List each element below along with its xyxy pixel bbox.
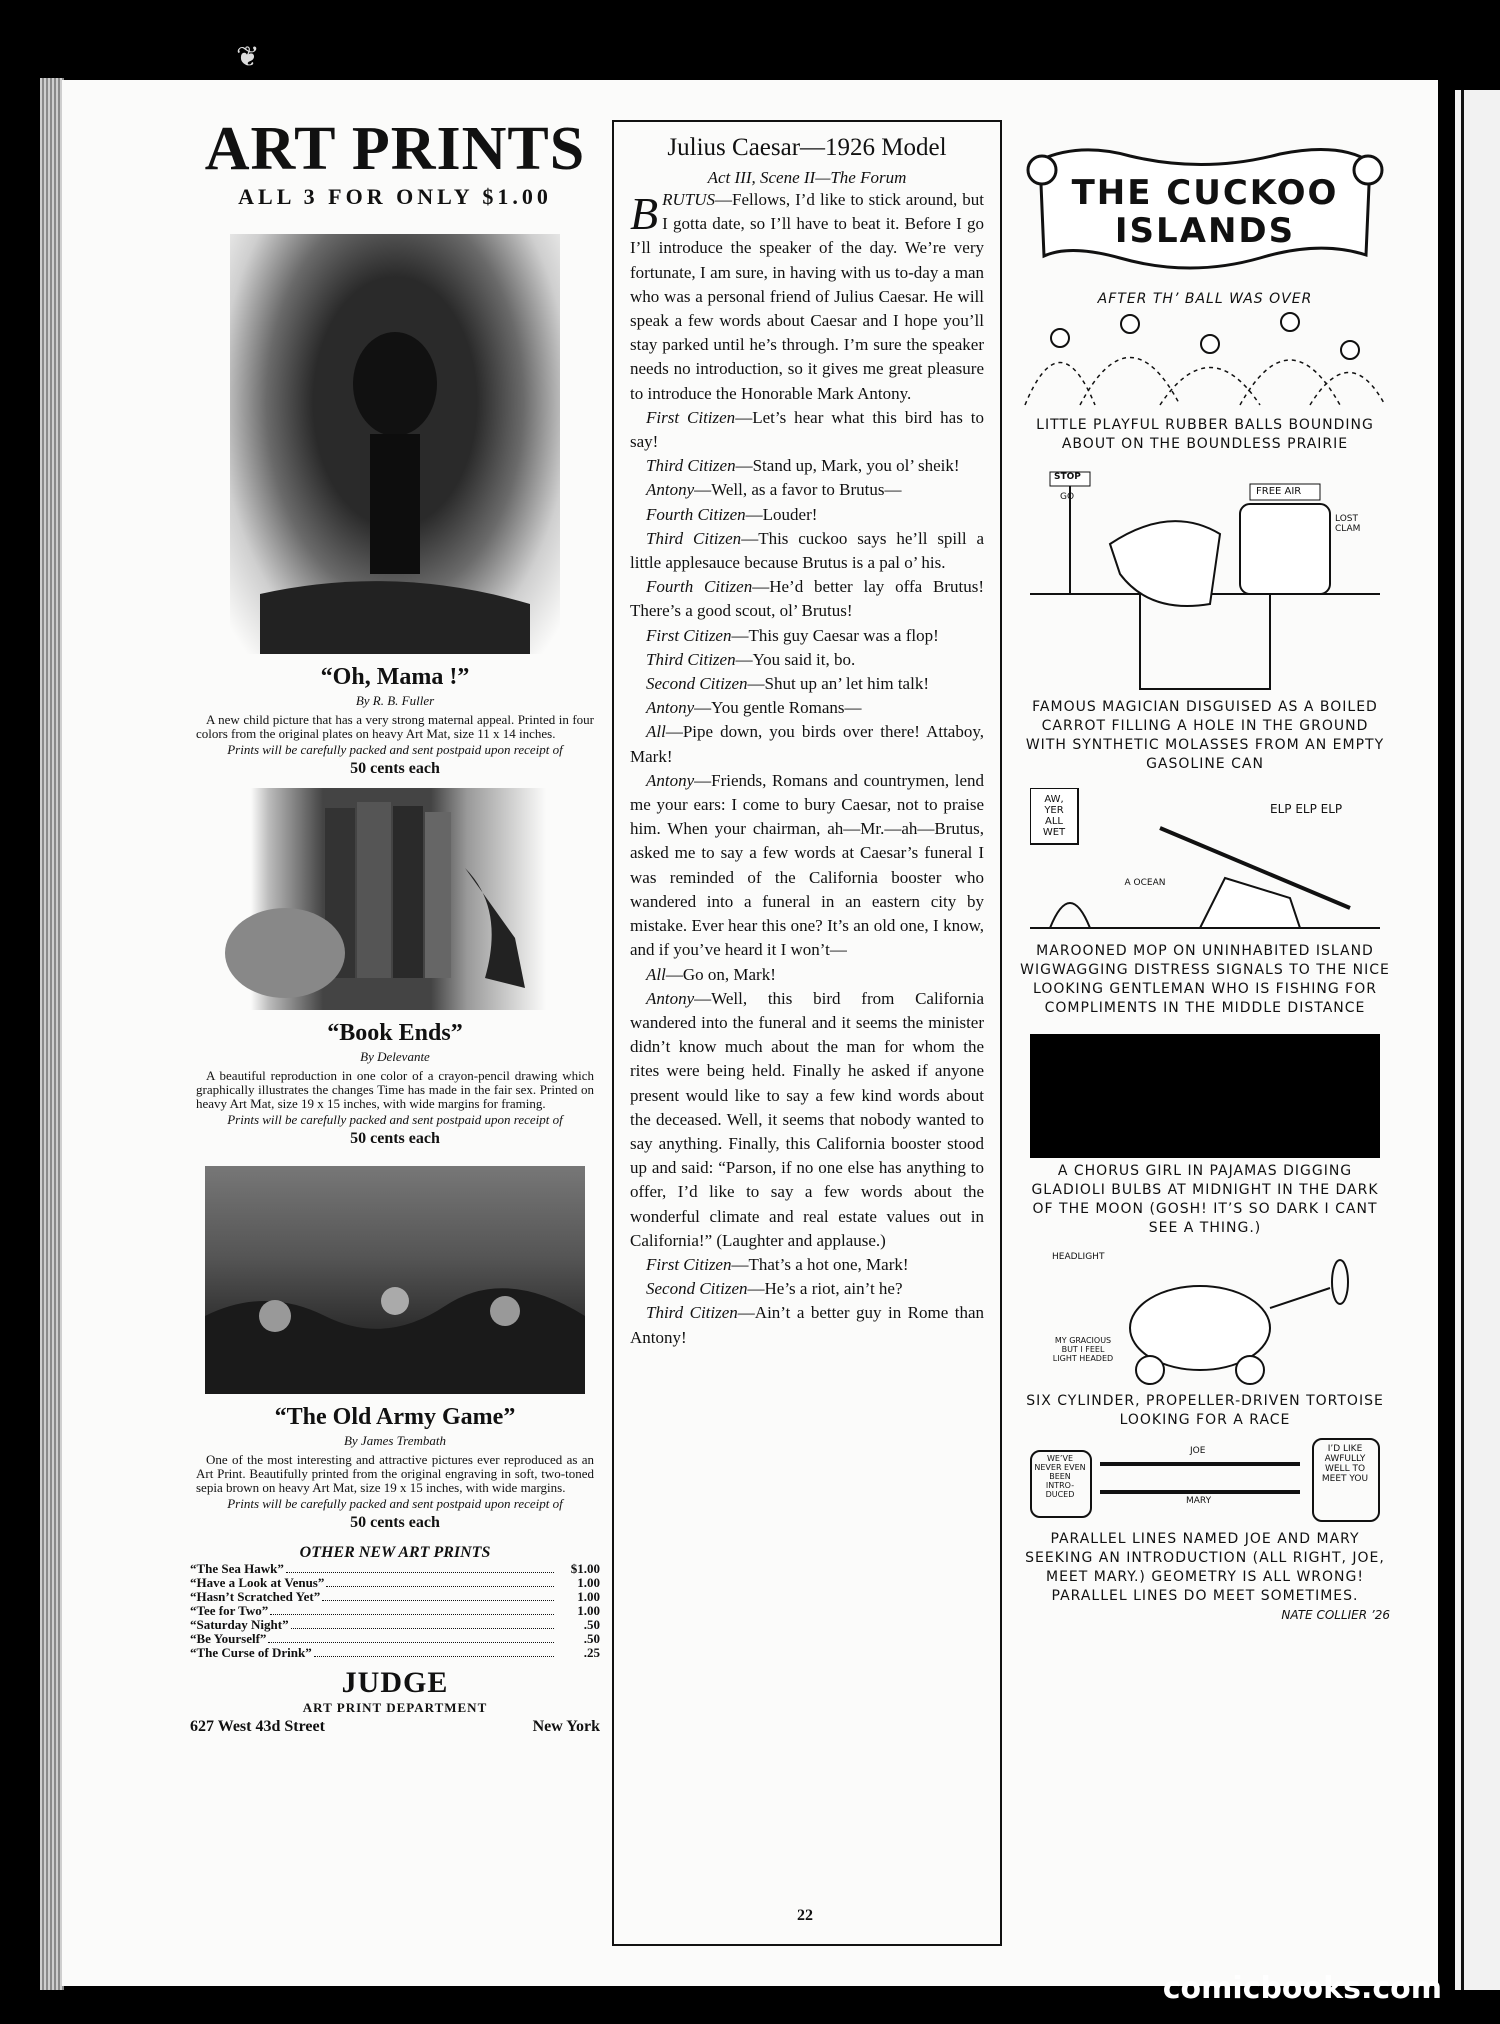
print-artist: By Delevante (360, 1049, 430, 1064)
price-item: “The Curse of Drink” (190, 1645, 312, 1660)
speaker-name: All (646, 964, 666, 984)
dialogue-line (630, 1253, 984, 1277)
price-value: 1.00 (577, 1575, 600, 1590)
price-row (190, 1632, 600, 1646)
print-price: 50 cents each (350, 760, 440, 777)
stop-sign: STOP (1054, 472, 1081, 482)
price-value: $1.00 (570, 1561, 600, 1576)
ad-subtitle: ALL 3 FOR ONLY $1.00 (238, 184, 552, 209)
department: ART PRINT DEPARTMENT (302, 1700, 488, 1715)
dialogue-line (630, 648, 984, 672)
magician-panel (1030, 464, 1380, 694)
price-value: .50 (583, 1631, 600, 1646)
price-item: “Have a Look at Venus” (190, 1575, 325, 1590)
print-price: 50 cents each (350, 1514, 440, 1531)
panel-caption: SIX CYLINDER, PROPELLER-DRIVEN TORTOISE LOOKING FOR A RACE (1026, 1393, 1384, 1428)
speaker-name: RUTUS (662, 190, 716, 209)
dialogue-line (630, 624, 984, 648)
price-row (190, 1646, 600, 1660)
article-scene: Act III, Scene II—The Forum (707, 168, 907, 187)
page-number: 22 (797, 1907, 813, 1924)
dialogue-line (630, 696, 984, 720)
book-page-edges (40, 78, 64, 1990)
mop-panel (1030, 788, 1380, 938)
parallel-lines-panel (1030, 1438, 1380, 1528)
address (190, 1718, 600, 1736)
print-description: A beautiful reproduction in one color of a crayon-pencil drawing which graphically illustrates the changes Time has made in the fair sex. Printed on heavy Art Mat, size 19 x 15 inches, with wide margins for framing. (196, 1068, 594, 1111)
print-artist: By James Trembath (343, 1433, 447, 1448)
spoken-text: —This cuckoo says he’ll spill a little applesauce because Brutus is a pal o’ his. (630, 528, 984, 573)
facing-page-edge (1455, 90, 1500, 1990)
price-item: “Hasn’t Scratched Yet” (190, 1589, 321, 1604)
spoken-text: —He’d better lay offa Brutus! There’s a good scout, ol’ Brutus! (630, 577, 984, 621)
panel-caption: A CHORUS GIRL IN PAJAMAS DIGGING GLADIOLI BULBS AT MIDNIGHT IN THE DARK OF THE MOON (GOSH! IT’S SO DARK I CANT SEE A THING.) (1031, 1163, 1379, 1236)
print-description: One of the most interesting and attractive pictures ever reproduced as an Art Print. Beautifully printed from the original engraving in soft, two-toned sepia brown on heavy Art Mat, size 19 x 15 inches, with wide margins. (196, 1452, 594, 1495)
spoken-text: —He’s a riot, ain’t he? (747, 1279, 903, 1299)
price-item: “The Sea Hawk” (190, 1561, 284, 1576)
price-value: 1.00 (577, 1589, 600, 1604)
speaker-name: Third Citizen (646, 456, 736, 476)
publisher-name: JUDGE (341, 1666, 449, 1699)
dialogue-line (630, 769, 984, 963)
art-prints-ad (190, 115, 600, 1736)
panel-caption: MAROONED MOP ON UNINHABITED ISLAND WIGWAGGING DISTRESS SIGNALS TO THE NICE LOOKING GENTLEMAN WHO IS FISHING FOR COMPLIMENTS IN THE MIDDLE DISTANCE (1020, 943, 1390, 1016)
ad-title: ART PRINTS (204, 115, 586, 183)
cuckoo-islands-cartoon (1020, 140, 1390, 1622)
spoken-text: —Ain’t a better guy in Rome than Antony! (630, 1303, 984, 1347)
spoken-text: —Friends, Romans and countrymen, lend me your ears: I come to bury Caesar, not to praise him. When your chairman, ah—Mr.—ah—Brutus, asked me to say a few words at Caesar’s funeral I was reminded of the California booster who wandered into a funeral in an eastern city by mistake. Ever hear this one? It’s an old one, I know, and if you’ve heard it I won’t— (630, 770, 984, 960)
speech-bubble: AW, YER ALL WET (1042, 794, 1066, 838)
speaker-name: First Citizen (646, 407, 736, 427)
bouncing-balls-panel (1020, 310, 1390, 410)
gracious-speech: MY GRACIOUS BUT I FEEL LIGHT HEADED (1052, 1336, 1114, 1363)
left-speech: WE’VE NEVER EVEN BEEN INTRO-DUCED (1034, 1454, 1086, 1499)
speaker-name: Third Citizen (646, 649, 736, 669)
speaker-name: Antony (646, 770, 695, 790)
panel-caption: PARALLEL LINES NAMED JOE AND MARY SEEKING AN INTRODUCTION (ALL RIGHT, JOE, MEET MARY.) GEOMETRY IS ALL WRONG! PARALLEL LINES DO MEET SOMETIMES. (1025, 1531, 1385, 1604)
spoken-text: —Let’s hear what this bird has to say! (630, 407, 984, 452)
street-address: 627 West 43d Street (190, 1718, 325, 1735)
old-army-game-illustration (205, 1166, 585, 1394)
speaker-name: Fourth Citizen (646, 504, 746, 524)
speaker-name: First Citizen (646, 625, 732, 645)
print-title: “The Old Army Game” (274, 1404, 516, 1430)
tortoise-panel (1030, 1248, 1380, 1388)
city: New York (532, 1718, 600, 1735)
dark-panel (1030, 1034, 1380, 1158)
spoken-text: —Go on, Mark! (665, 964, 776, 984)
spoken-text: —This guy Caesar was a flop! (731, 625, 939, 645)
other-prints-list (190, 1562, 600, 1660)
site-watermark: comicbooks.com (1162, 1971, 1442, 2006)
panel-caption: FAMOUS MAGICIAN DISGUISED AS A BOILED CARROT FILLING A HOLE IN THE GROUND WITH SYNTHETIC MOLASSES FROM AN EMPTY GASOLINE CAN (1025, 699, 1385, 772)
dialogue-line (630, 672, 984, 696)
go-sign: GO (1060, 492, 1075, 502)
book-ends-illustration (215, 788, 575, 1010)
dialogue-line (630, 503, 984, 527)
print-description: A new child picture that has a very strong maternal appeal. Printed in four colors from the original plates on heavy Art Mat, size 11 x 14 inches. (196, 712, 594, 741)
banner-title: THE CUCKOO ISLANDS (1071, 173, 1339, 251)
opening-paragraph (630, 188, 984, 406)
print-shipping-note: Prints will be carefully packed and sent postpaid upon receipt of (227, 1496, 563, 1511)
print-shipping-note: Prints will be carefully packed and sent postpaid upon receipt of (227, 742, 563, 757)
elp-cry: ELP ELP ELP (1270, 802, 1343, 816)
price-item: “Be Yourself” (190, 1631, 267, 1646)
spoken-text: —You gentle Romans— (694, 698, 862, 718)
headlight-label: HEADLIGHT (1052, 1252, 1105, 1262)
print-price: 50 cents each (350, 1130, 440, 1147)
price-row (190, 1618, 600, 1632)
spoken-text: —Louder! (745, 504, 818, 524)
price-row (190, 1604, 600, 1618)
line-joe: JOE (1190, 1446, 1206, 1456)
speaker-name: All (646, 722, 666, 742)
panel-caption: LITTLE PLAYFUL RUBBER BALLS BOUNDING ABOUT ON THE BOUNDLESS PRAIRIE (1036, 417, 1374, 452)
print-title: “Oh, Mama !” (320, 664, 470, 690)
artist-signature: NATE COLLIER ’26 (1281, 1608, 1390, 1622)
dialogue-line (630, 406, 984, 454)
article-body (630, 188, 984, 1350)
dialogue-line (630, 1301, 984, 1349)
julius-caesar-article (612, 120, 1002, 1946)
price-item: “Saturday Night” (190, 1617, 289, 1632)
speaker-name: Third Citizen (646, 528, 742, 548)
print-artist: By R. B. Fuller (355, 693, 435, 708)
dialogue-line (630, 720, 984, 768)
speaker-name: Fourth Citizen (646, 577, 753, 597)
speaker-name: Antony (646, 480, 695, 500)
free-air-sign: FREE AIR (1256, 486, 1302, 497)
spoken-text: —You said it, bo. (735, 649, 856, 669)
price-value: .50 (583, 1617, 600, 1632)
speaker-name: Antony (646, 698, 695, 718)
oh-mama-illustration (230, 234, 560, 654)
lost-clam-label: LOST CLAM (1335, 514, 1361, 534)
price-row (190, 1576, 600, 1590)
spoken-text: —Shut up an’ let him talk! (747, 674, 929, 694)
drop-cap: B (630, 188, 659, 239)
speaker-name: Antony (646, 988, 695, 1008)
print-shipping-note: Prints will be carefully packed and sent postpaid upon receipt of (227, 1112, 563, 1127)
price-item: “Tee for Two” (190, 1603, 269, 1618)
other-prints-heading: OTHER NEW ART PRINTS (299, 1544, 491, 1561)
speaker-name: Second Citizen (646, 1279, 748, 1299)
dialogue-line (630, 987, 984, 1253)
spoken-text: —Well, this bird from California wandered into the funeral and it seems the minister didn’t know much about the man for whom the rites were being held. Finally he asked if anyone present would like to say a few kind words about the deceased. Well, it seems that nobody wanted to say anything. Finally, this California booster stood up and said: “Parson, if no one else has anything to offer, I’d like to say a few words about the wonderful climate and real estate values out in California!” (Laughter and applause.) (630, 988, 984, 1250)
ocean-label: A OCEAN (1124, 878, 1166, 888)
dialogue-line (630, 454, 984, 478)
price-value: .25 (583, 1645, 600, 1660)
line-mary: MARY (1186, 1496, 1212, 1506)
price-row (190, 1590, 600, 1604)
print-title: “Book Ends” (327, 1020, 463, 1046)
dialogue-line (630, 963, 984, 987)
ball-song-caption: AFTER TH’ BALL WAS OVER (1097, 291, 1313, 307)
dialogue-line (630, 575, 984, 623)
speaker-name: First Citizen (646, 1254, 732, 1274)
spoken-text: —That’s a hot one, Mark! (731, 1254, 909, 1274)
article-title: Julius Caesar—1926 Model (667, 134, 947, 161)
speaker-name: Third Citizen (646, 1303, 738, 1323)
dialogue-line (630, 527, 984, 575)
spoken-text: —Stand up, Mark, you ol’ sheik! (735, 456, 960, 476)
price-row (190, 1562, 600, 1576)
price-value: 1.00 (577, 1603, 600, 1618)
speaker-name: Second Citizen (646, 674, 748, 694)
spoken-text: —Pipe down, you birds over there! Attaboy, Mark! (630, 722, 984, 766)
spoken-text: —Well, as a favor to Brutus— (694, 480, 902, 500)
right-speech: I’D LIKE AWFULLY WELL TO MEET YOU (1321, 1444, 1369, 1484)
dialogue-line (630, 478, 984, 502)
dialogue-line (630, 1277, 984, 1301)
cuckoo-banner (1020, 140, 1390, 310)
spoken-text: —Fellows, I’d like to stick around, but I gotta date, so I’ll have to beat it. Before I go I’ll introduce the speaker of the day. We’re very fortunate, I am sure, in having with us to-day a man who was a personal friend of Julius Caesar. He will speak a few words about Caesar and I hope you’ll stay parked until he’s through. I’m sure the speaker needs no introduction, so it gives me great pleasure to introduce the Honorable Mark Antony. (630, 190, 984, 403)
corner-mark: ❦ (236, 42, 260, 73)
